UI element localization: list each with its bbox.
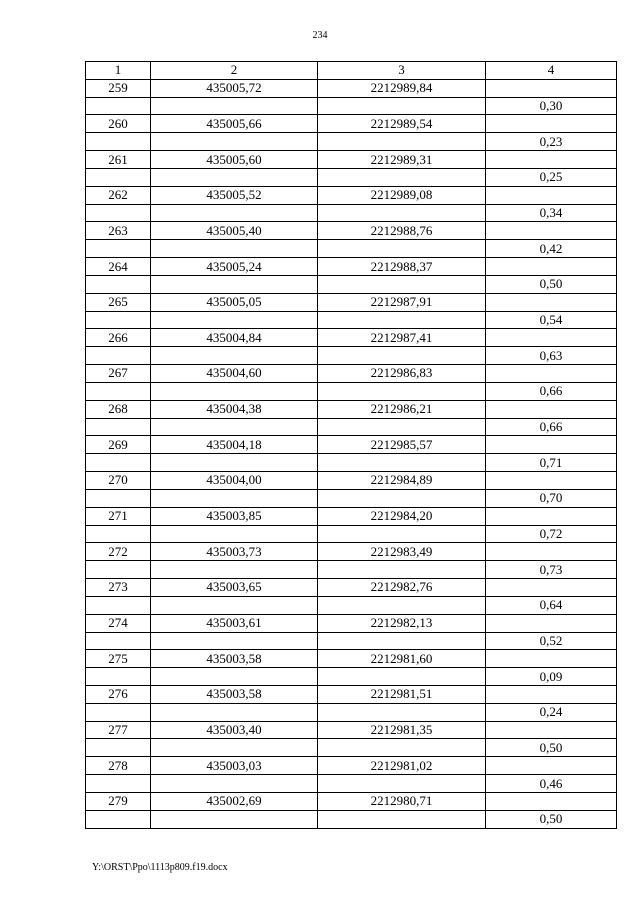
- segment-length: 0,70: [486, 489, 617, 507]
- empty-cell: [318, 418, 486, 436]
- table-row: [86, 489, 617, 507]
- table-row: [86, 418, 617, 436]
- coord-x: 435005,72: [151, 79, 318, 97]
- point-number: 263: [86, 222, 151, 240]
- segment-length: 0,54: [486, 311, 617, 329]
- empty-cell: [86, 810, 151, 828]
- empty-cell: [86, 275, 151, 293]
- table-row: [86, 668, 617, 686]
- empty-cell: [318, 347, 486, 365]
- segment-length: 0,66: [486, 418, 617, 436]
- coord-y: 2212989,31: [318, 151, 486, 169]
- coord-y: 2212985,57: [318, 436, 486, 454]
- empty-cell: [86, 668, 151, 686]
- table-row: [86, 79, 617, 97]
- point-number: 261: [86, 151, 151, 169]
- table-row: [86, 382, 617, 400]
- empty-cell: [318, 632, 486, 650]
- empty-cell: [151, 347, 318, 365]
- empty-cell: [86, 703, 151, 721]
- coordinates-table: [85, 61, 617, 829]
- empty-cell: [486, 79, 617, 97]
- empty-cell: [318, 204, 486, 222]
- point-number: 271: [86, 507, 151, 525]
- coord-x: 435005,05: [151, 293, 318, 311]
- coord-y: 2212982,76: [318, 579, 486, 597]
- coord-x: 435004,18: [151, 436, 318, 454]
- empty-cell: [86, 347, 151, 365]
- empty-cell: [486, 293, 617, 311]
- point-number: 264: [86, 258, 151, 276]
- empty-cell: [151, 168, 318, 186]
- column-header-1: 1: [86, 62, 151, 80]
- segment-length: 0,63: [486, 347, 617, 365]
- point-number: 274: [86, 614, 151, 632]
- empty-cell: [318, 97, 486, 115]
- point-number: 269: [86, 436, 151, 454]
- coord-y: 2212984,20: [318, 507, 486, 525]
- table-row: [86, 222, 617, 240]
- coord-y: 2212981,02: [318, 757, 486, 775]
- empty-cell: [318, 133, 486, 151]
- coord-x: 435003,40: [151, 721, 318, 739]
- segment-length: 0,50: [486, 810, 617, 828]
- coord-x: 435003,85: [151, 507, 318, 525]
- empty-cell: [486, 579, 617, 597]
- table-row: [86, 436, 617, 454]
- empty-cell: [318, 168, 486, 186]
- empty-cell: [486, 472, 617, 490]
- coord-x: 435005,66: [151, 115, 318, 133]
- segment-length: 0,52: [486, 632, 617, 650]
- empty-cell: [86, 97, 151, 115]
- column-header-2: 2: [151, 62, 318, 80]
- coord-x: 435003,61: [151, 614, 318, 632]
- table-row: [86, 329, 617, 347]
- coord-y: 2212981,51: [318, 685, 486, 703]
- table-row: [86, 258, 617, 276]
- empty-cell: [151, 418, 318, 436]
- empty-cell: [486, 543, 617, 561]
- table-row: [86, 650, 617, 668]
- table-row: [86, 721, 617, 739]
- table-row: [86, 240, 617, 258]
- table-row: [86, 632, 617, 650]
- empty-cell: [486, 436, 617, 454]
- point-number: 276: [86, 685, 151, 703]
- point-number: 270: [86, 472, 151, 490]
- coord-x: 435004,60: [151, 365, 318, 383]
- empty-cell: [318, 810, 486, 828]
- page-number: 234: [312, 30, 328, 41]
- empty-cell: [86, 775, 151, 793]
- segment-length: 0,71: [486, 454, 617, 472]
- table-row: [86, 347, 617, 365]
- table-row: [86, 792, 617, 810]
- table-row: [86, 507, 617, 525]
- empty-cell: [151, 561, 318, 579]
- table-row: [86, 151, 617, 169]
- coord-x: 435003,03: [151, 757, 318, 775]
- empty-cell: [486, 685, 617, 703]
- empty-cell: [86, 489, 151, 507]
- empty-cell: [486, 151, 617, 169]
- point-number: 268: [86, 400, 151, 418]
- coord-x: 435002,69: [151, 792, 318, 810]
- coord-y: 2212989,08: [318, 186, 486, 204]
- empty-cell: [86, 168, 151, 186]
- point-number: 272: [86, 543, 151, 561]
- segment-length: 0,25: [486, 168, 617, 186]
- segment-length: 0,34: [486, 204, 617, 222]
- footer-file-path: Y:\ORST\Ppo\1113p809.f19.docx: [92, 862, 228, 873]
- empty-cell: [86, 240, 151, 258]
- empty-cell: [151, 454, 318, 472]
- point-number: 266: [86, 329, 151, 347]
- coord-y: 2212983,49: [318, 543, 486, 561]
- empty-cell: [86, 418, 151, 436]
- table-row: [86, 561, 617, 579]
- empty-cell: [486, 507, 617, 525]
- table-row: [86, 685, 617, 703]
- table-row: [86, 579, 617, 597]
- point-number: 259: [86, 79, 151, 97]
- table-row: [86, 775, 617, 793]
- empty-cell: [151, 133, 318, 151]
- table-header-row: [86, 62, 617, 80]
- table-row: [86, 703, 617, 721]
- table-row: [86, 115, 617, 133]
- table-row: [86, 614, 617, 632]
- empty-cell: [486, 614, 617, 632]
- empty-cell: [151, 810, 318, 828]
- segment-length: 0,50: [486, 275, 617, 293]
- empty-cell: [486, 258, 617, 276]
- empty-cell: [86, 561, 151, 579]
- table-row: [86, 739, 617, 757]
- empty-cell: [151, 240, 318, 258]
- segment-length: 0,72: [486, 525, 617, 543]
- empty-cell: [151, 204, 318, 222]
- empty-cell: [86, 382, 151, 400]
- coord-y: 2212986,21: [318, 400, 486, 418]
- empty-cell: [318, 275, 486, 293]
- table-body: [86, 79, 617, 828]
- table-row: [86, 311, 617, 329]
- empty-cell: [486, 365, 617, 383]
- coord-y: 2212984,89: [318, 472, 486, 490]
- empty-cell: [86, 454, 151, 472]
- column-header-4: 4: [486, 62, 617, 80]
- coord-x: 435004,00: [151, 472, 318, 490]
- empty-cell: [151, 632, 318, 650]
- empty-cell: [151, 382, 318, 400]
- table-row: [86, 186, 617, 204]
- segment-length: 0,46: [486, 775, 617, 793]
- empty-cell: [151, 525, 318, 543]
- coord-y: 2212981,60: [318, 650, 486, 668]
- segment-length: 0,24: [486, 703, 617, 721]
- table-row: [86, 543, 617, 561]
- coord-y: 2212987,91: [318, 293, 486, 311]
- point-number: 265: [86, 293, 151, 311]
- empty-cell: [486, 792, 617, 810]
- table-row: [86, 525, 617, 543]
- coord-x: 435005,40: [151, 222, 318, 240]
- empty-cell: [318, 240, 486, 258]
- coord-y: 2212989,54: [318, 115, 486, 133]
- coord-x: 435003,65: [151, 579, 318, 597]
- coord-x: 435005,24: [151, 258, 318, 276]
- coord-x: 435003,58: [151, 650, 318, 668]
- empty-cell: [318, 739, 486, 757]
- empty-cell: [86, 133, 151, 151]
- empty-cell: [86, 204, 151, 222]
- empty-cell: [486, 757, 617, 775]
- column-header-3: 3: [318, 62, 486, 80]
- point-number: 260: [86, 115, 151, 133]
- table-row: [86, 400, 617, 418]
- table-row: [86, 204, 617, 222]
- segment-length: 0,09: [486, 668, 617, 686]
- empty-cell: [151, 311, 318, 329]
- empty-cell: [486, 222, 617, 240]
- empty-cell: [151, 668, 318, 686]
- point-number: 262: [86, 186, 151, 204]
- empty-cell: [486, 186, 617, 204]
- empty-cell: [318, 596, 486, 614]
- empty-cell: [318, 489, 486, 507]
- empty-cell: [151, 775, 318, 793]
- coord-x: 435004,38: [151, 400, 318, 418]
- empty-cell: [318, 382, 486, 400]
- coord-x: 435003,73: [151, 543, 318, 561]
- coord-y: 2212980,71: [318, 792, 486, 810]
- table-row: [86, 472, 617, 490]
- segment-length: 0,50: [486, 739, 617, 757]
- empty-cell: [318, 668, 486, 686]
- empty-cell: [318, 561, 486, 579]
- empty-cell: [151, 739, 318, 757]
- empty-cell: [486, 721, 617, 739]
- point-number: 279: [86, 792, 151, 810]
- point-number: 277: [86, 721, 151, 739]
- coord-y: 2212981,35: [318, 721, 486, 739]
- segment-length: 0,73: [486, 561, 617, 579]
- empty-cell: [486, 650, 617, 668]
- table-row: [86, 757, 617, 775]
- table-row: [86, 596, 617, 614]
- table-row: [86, 365, 617, 383]
- empty-cell: [86, 739, 151, 757]
- empty-cell: [86, 632, 151, 650]
- empty-cell: [151, 489, 318, 507]
- table-row: [86, 293, 617, 311]
- coord-y: 2212987,41: [318, 329, 486, 347]
- point-number: 275: [86, 650, 151, 668]
- table-row: [86, 133, 617, 151]
- coord-y: 2212986,83: [318, 365, 486, 383]
- coord-y: 2212988,37: [318, 258, 486, 276]
- table-row: [86, 454, 617, 472]
- segment-length: 0,30: [486, 97, 617, 115]
- coord-y: 2212982,13: [318, 614, 486, 632]
- empty-cell: [318, 311, 486, 329]
- table-row: [86, 275, 617, 293]
- empty-cell: [318, 454, 486, 472]
- empty-cell: [151, 275, 318, 293]
- coord-x: 435003,58: [151, 685, 318, 703]
- empty-cell: [486, 400, 617, 418]
- empty-cell: [486, 329, 617, 347]
- table-row: [86, 810, 617, 828]
- empty-cell: [318, 525, 486, 543]
- segment-length: 0,66: [486, 382, 617, 400]
- table-row: [86, 97, 617, 115]
- empty-cell: [86, 525, 151, 543]
- coord-y: 2212988,76: [318, 222, 486, 240]
- segment-length: 0,23: [486, 133, 617, 151]
- empty-cell: [151, 596, 318, 614]
- point-number: 267: [86, 365, 151, 383]
- coord-x: 435005,52: [151, 186, 318, 204]
- point-number: 273: [86, 579, 151, 597]
- empty-cell: [486, 115, 617, 133]
- segment-length: 0,42: [486, 240, 617, 258]
- empty-cell: [318, 703, 486, 721]
- empty-cell: [318, 775, 486, 793]
- coord-x: 435004,84: [151, 329, 318, 347]
- segment-length: 0,64: [486, 596, 617, 614]
- empty-cell: [86, 596, 151, 614]
- empty-cell: [86, 311, 151, 329]
- coord-y: 2212989,84: [318, 79, 486, 97]
- empty-cell: [151, 97, 318, 115]
- point-number: 278: [86, 757, 151, 775]
- empty-cell: [151, 703, 318, 721]
- coord-x: 435005,60: [151, 151, 318, 169]
- table-row: [86, 168, 617, 186]
